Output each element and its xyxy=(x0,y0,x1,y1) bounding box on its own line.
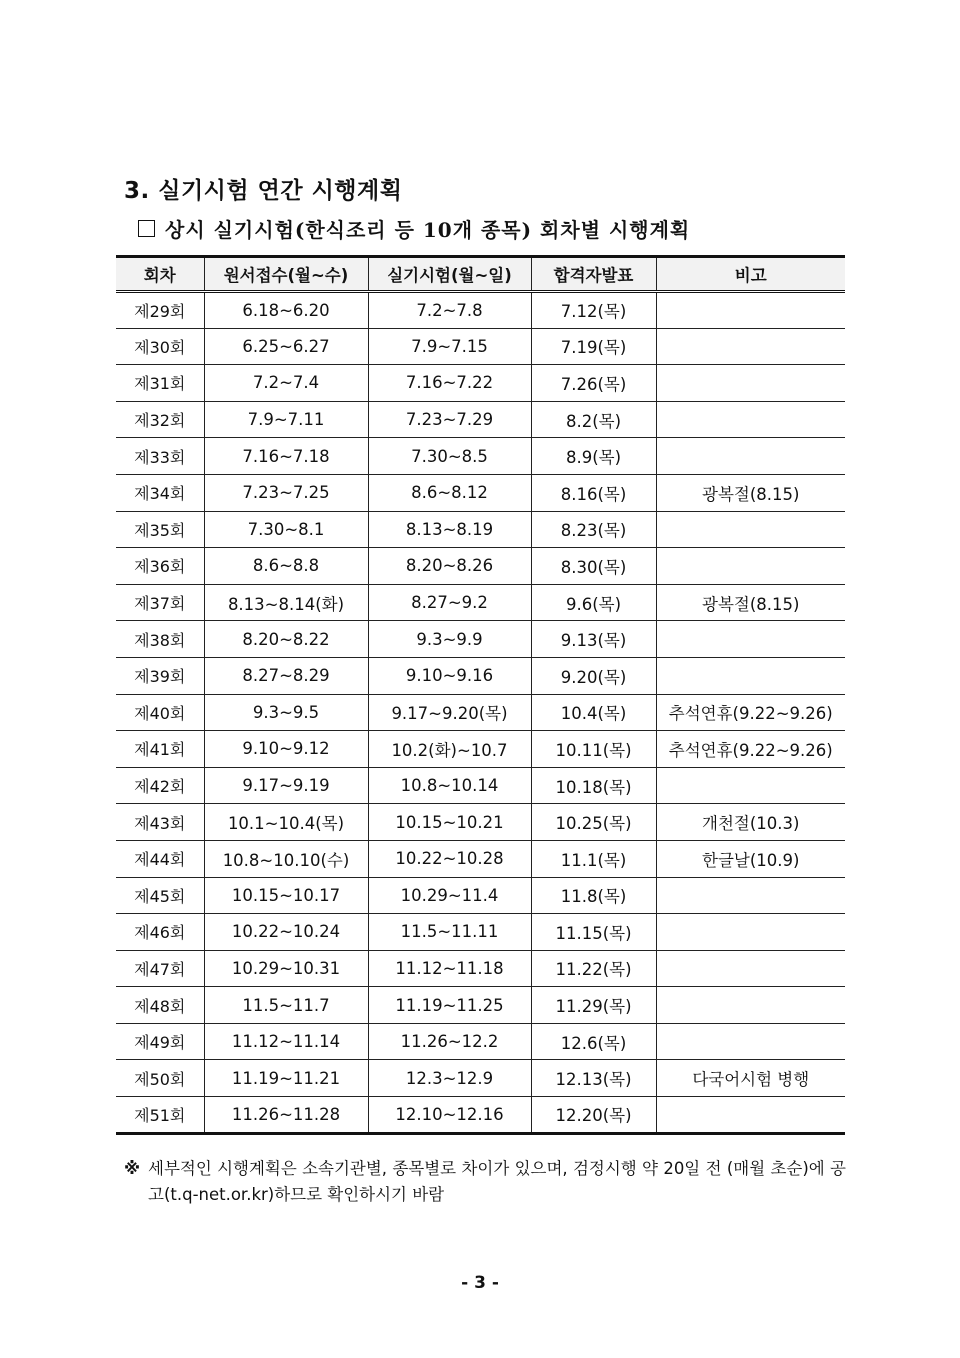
cell-exam-period: 11.26~12.2 xyxy=(368,1023,531,1060)
cell-application-period: 7.9~7.11 xyxy=(204,401,368,438)
table-row xyxy=(116,292,845,329)
cell-exam-period: 10.8~10.14 xyxy=(368,767,531,804)
cell-result-date: 7.19(목) xyxy=(531,328,656,365)
cell-round: 제31회 xyxy=(116,365,204,402)
cell-result-date: 11.15(목) xyxy=(531,914,656,951)
cell-exam-period: 7.9~7.15 xyxy=(368,328,531,365)
cell-result-date: 8.2(목) xyxy=(531,401,656,438)
cell-application-period: 11.26~11.28 xyxy=(204,1097,368,1134)
cell-result-date: 11.8(목) xyxy=(531,877,656,914)
cell-round: 제41회 xyxy=(116,731,204,768)
table-row xyxy=(116,657,845,694)
cell-application-period: 11.5~11.7 xyxy=(204,987,368,1024)
cell-remarks xyxy=(656,621,845,658)
cell-round: 제40회 xyxy=(116,694,204,731)
checkbox-square-icon xyxy=(138,220,155,237)
cell-remarks: 추석연휴(9.22~9.26) xyxy=(656,694,845,731)
sub-title-text: 상시 실기시험(한식조리 등 10개 종목) 회차별 시행계획 xyxy=(165,218,691,242)
cell-remarks: 추석연휴(9.22~9.26) xyxy=(656,731,845,768)
cell-exam-period: 9.3~9.9 xyxy=(368,621,531,658)
cell-round: 제43회 xyxy=(116,804,204,841)
table-body xyxy=(116,292,845,1134)
cell-remarks: 개천절(10.3) xyxy=(656,804,845,841)
cell-remarks: 광복절(8.15) xyxy=(656,474,845,511)
cell-result-date: 9.20(목) xyxy=(531,657,656,694)
cell-round: 제37회 xyxy=(116,584,204,621)
table-row xyxy=(116,694,845,731)
cell-result-date: 11.1(목) xyxy=(531,840,656,877)
cell-remarks xyxy=(656,328,845,365)
reference-mark-icon: ※ xyxy=(124,1159,141,1178)
cell-application-period: 8.6~8.8 xyxy=(204,548,368,585)
cell-application-period: 7.23~7.25 xyxy=(204,474,368,511)
cell-result-date: 12.20(목) xyxy=(531,1097,656,1134)
cell-application-period: 10.1~10.4(목) xyxy=(204,804,368,841)
table-row xyxy=(116,987,845,1024)
table-row xyxy=(116,950,845,987)
table-row xyxy=(116,584,845,621)
cell-result-date: 8.16(목) xyxy=(531,474,656,511)
cell-application-period: 7.30~8.1 xyxy=(204,511,368,548)
cell-exam-period: 10.22~10.28 xyxy=(368,840,531,877)
cell-remarks xyxy=(656,548,845,585)
table-row xyxy=(116,438,845,475)
table-row xyxy=(116,914,845,951)
cell-exam-period: 11.12~11.18 xyxy=(368,950,531,987)
cell-result-date: 8.9(목) xyxy=(531,438,656,475)
table-row xyxy=(116,621,845,658)
cell-round: 제51회 xyxy=(116,1097,204,1134)
cell-exam-period: 10.15~10.21 xyxy=(368,804,531,841)
cell-remarks xyxy=(656,401,845,438)
cell-application-period: 8.27~8.29 xyxy=(204,657,368,694)
cell-result-date: 10.11(목) xyxy=(531,731,656,768)
cell-exam-period: 12.3~12.9 xyxy=(368,1060,531,1097)
cell-round: 제35회 xyxy=(116,511,204,548)
cell-application-period: 10.15~10.17 xyxy=(204,877,368,914)
cell-remarks xyxy=(656,292,845,329)
cell-exam-period: 11.19~11.25 xyxy=(368,987,531,1024)
cell-application-period: 10.29~10.31 xyxy=(204,950,368,987)
cell-exam-period: 9.17~9.20(목) xyxy=(368,694,531,731)
header-round: 회차 xyxy=(116,257,204,292)
header-result-announcement: 합격자발표 xyxy=(531,257,656,292)
cell-remarks: 한글날(10.9) xyxy=(656,840,845,877)
cell-result-date: 7.12(목) xyxy=(531,292,656,329)
cell-application-period: 8.20~8.22 xyxy=(204,621,368,658)
cell-round: 제36회 xyxy=(116,548,204,585)
cell-remarks xyxy=(656,914,845,951)
cell-exam-period: 7.30~8.5 xyxy=(368,438,531,475)
cell-exam-period: 8.20~8.26 xyxy=(368,548,531,585)
header-remarks: 비고 xyxy=(656,257,845,292)
cell-exam-period: 8.13~8.19 xyxy=(368,511,531,548)
cell-application-period: 9.10~9.12 xyxy=(204,731,368,768)
page-number: - 3 - xyxy=(461,1273,499,1293)
cell-exam-period: 12.10~12.16 xyxy=(368,1097,531,1134)
cell-application-period: 10.22~10.24 xyxy=(204,914,368,951)
cell-round: 제32회 xyxy=(116,401,204,438)
cell-application-period: 6.25~6.27 xyxy=(204,328,368,365)
cell-exam-period: 8.6~8.12 xyxy=(368,474,531,511)
cell-application-period: 11.19~11.21 xyxy=(204,1060,368,1097)
cell-result-date: 11.22(목) xyxy=(531,950,656,987)
table-row xyxy=(116,804,845,841)
cell-round: 제39회 xyxy=(116,657,204,694)
cell-round: 제48회 xyxy=(116,987,204,1024)
cell-application-period: 8.13~8.14(화) xyxy=(204,584,368,621)
cell-remarks xyxy=(656,511,845,548)
table-header xyxy=(116,257,845,292)
footnote xyxy=(124,1156,846,1208)
cell-result-date: 10.18(목) xyxy=(531,767,656,804)
cell-remarks: 광복절(8.15) xyxy=(656,584,845,621)
cell-exam-period: 10.29~11.4 xyxy=(368,877,531,914)
cell-remarks xyxy=(656,1097,845,1134)
section-title: 3. 실기시험 연간 시행계획 xyxy=(124,178,403,204)
cell-result-date: 12.13(목) xyxy=(531,1060,656,1097)
cell-remarks xyxy=(656,767,845,804)
table-row xyxy=(116,1023,845,1060)
cell-result-date: 11.29(목) xyxy=(531,987,656,1024)
table-row xyxy=(116,401,845,438)
cell-remarks xyxy=(656,950,845,987)
cell-application-period: 7.2~7.4 xyxy=(204,365,368,402)
cell-application-period: 9.3~9.5 xyxy=(204,694,368,731)
cell-exam-period: 7.2~7.8 xyxy=(368,292,531,329)
table-row xyxy=(116,511,845,548)
cell-remarks xyxy=(656,365,845,402)
table-row xyxy=(116,474,845,511)
cell-exam-period: 9.10~9.16 xyxy=(368,657,531,694)
table-row xyxy=(116,328,845,365)
table-row xyxy=(116,731,845,768)
cell-round: 제45회 xyxy=(116,877,204,914)
header-row xyxy=(116,257,845,292)
cell-round: 제44회 xyxy=(116,840,204,877)
cell-application-period: 11.12~11.14 xyxy=(204,1023,368,1060)
cell-application-period: 6.18~6.20 xyxy=(204,292,368,329)
cell-round: 제30회 xyxy=(116,328,204,365)
cell-remarks xyxy=(656,657,845,694)
sub-title xyxy=(138,214,690,243)
cell-result-date: 12.6(목) xyxy=(531,1023,656,1060)
cell-application-period: 9.17~9.19 xyxy=(204,767,368,804)
cell-round: 제50회 xyxy=(116,1060,204,1097)
cell-round: 제34회 xyxy=(116,474,204,511)
cell-round: 제33회 xyxy=(116,438,204,475)
table-row xyxy=(116,877,845,914)
table-row xyxy=(116,1097,845,1134)
cell-round: 제47회 xyxy=(116,950,204,987)
cell-result-date: 10.25(목) xyxy=(531,804,656,841)
table-row xyxy=(116,1060,845,1097)
header-exam-period: 실기시험(월~일) xyxy=(368,257,531,292)
cell-result-date: 8.23(목) xyxy=(531,511,656,548)
cell-exam-period: 8.27~9.2 xyxy=(368,584,531,621)
footnote-text: 세부적인 시행계획은 소속기관별, 종목별로 차이가 있으며, 검정시행 약 20일 전 (매월 초순)에 공고(t.q-net.or.kr)하므로 확인하시기 바람 xyxy=(148,1159,846,1204)
cell-remarks: 다국어시험 병행 xyxy=(656,1060,845,1097)
cell-remarks xyxy=(656,438,845,475)
cell-exam-period: 7.23~7.29 xyxy=(368,401,531,438)
cell-result-date: 8.30(목) xyxy=(531,548,656,585)
cell-result-date: 9.13(목) xyxy=(531,621,656,658)
cell-application-period: 7.16~7.18 xyxy=(204,438,368,475)
schedule-table xyxy=(116,255,845,1135)
cell-exam-period: 10.2(화)~10.7 xyxy=(368,731,531,768)
cell-round: 제46회 xyxy=(116,914,204,951)
table-row xyxy=(116,840,845,877)
cell-result-date: 7.26(목) xyxy=(531,365,656,402)
header-application-period: 원서접수(월~수) xyxy=(204,257,368,292)
cell-remarks xyxy=(656,1023,845,1060)
cell-round: 제42회 xyxy=(116,767,204,804)
cell-application-period: 10.8~10.10(수) xyxy=(204,840,368,877)
table-row xyxy=(116,548,845,585)
cell-remarks xyxy=(656,877,845,914)
cell-exam-period: 11.5~11.11 xyxy=(368,914,531,951)
cell-round: 제49회 xyxy=(116,1023,204,1060)
cell-result-date: 9.6(목) xyxy=(531,584,656,621)
cell-result-date: 10.4(목) xyxy=(531,694,656,731)
cell-exam-period: 7.16~7.22 xyxy=(368,365,531,402)
cell-remarks xyxy=(656,987,845,1024)
table-row xyxy=(116,767,845,804)
cell-round: 제29회 xyxy=(116,292,204,329)
cell-round: 제38회 xyxy=(116,621,204,658)
table-row xyxy=(116,365,845,402)
